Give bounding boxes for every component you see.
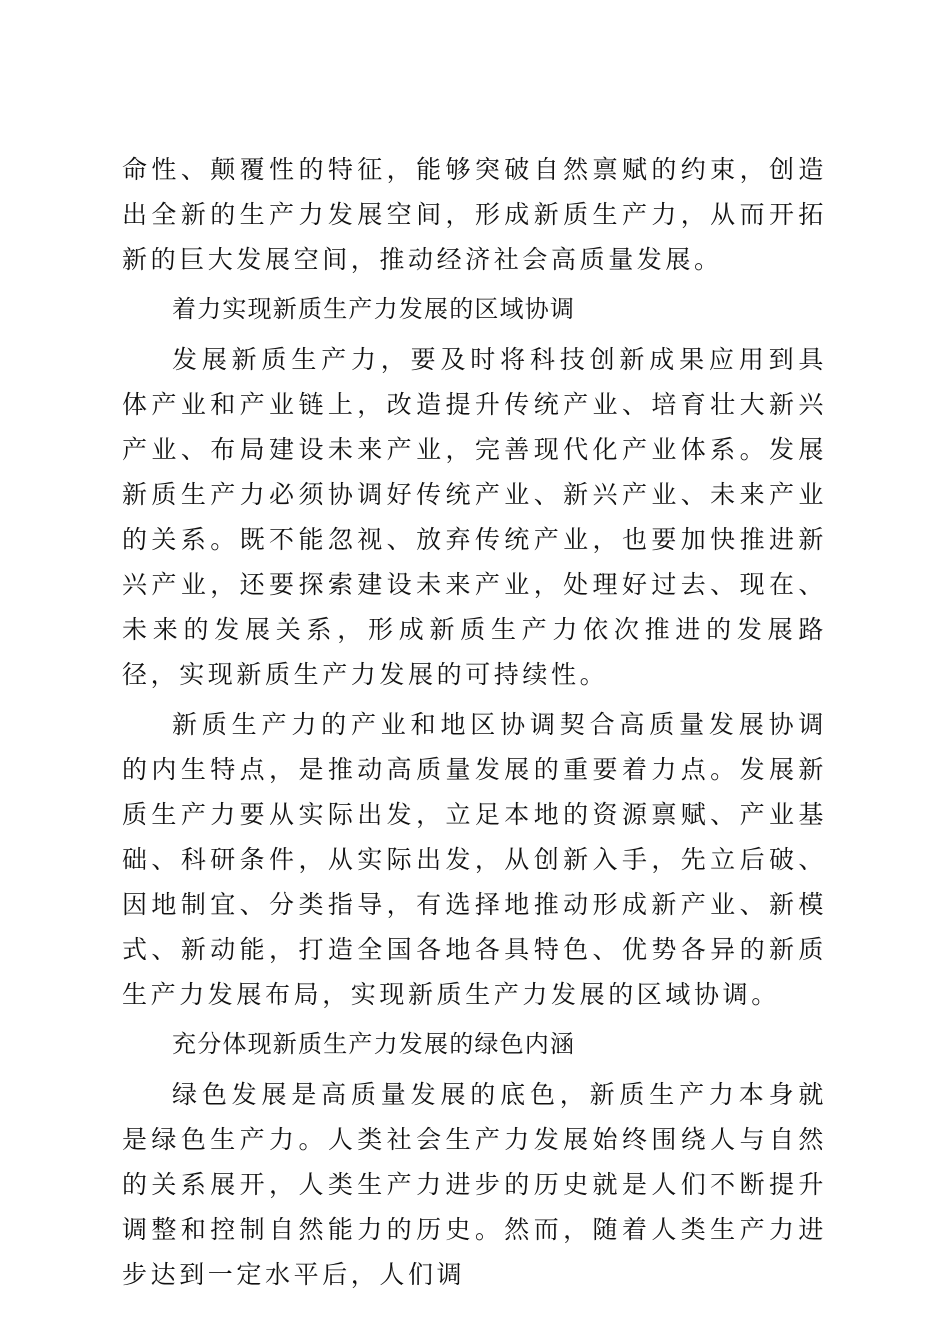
paragraph-continued: 命性、颠覆性的特征，能够突破自然禀赋的约束，创造出全新的生产力发展空间，形成新质生产力，从而开拓新的巨大发展空间，推动经济社会高质量发展。: [122, 155, 827, 274]
paragraph-green-development: 绿色发展是高质量发展的底色，新质生产力本身就是绿色生产力。人类社会生产力发展始终围绕人与自然的关系展开，人类生产力进步的历史就是人们不断提升调整和控制自然能力的历史。然而，随着人类生产力进步达到一定水平后，人们调: [122, 1080, 827, 1289]
paragraph-regional-coordination: 新质生产力的产业和地区协调契合高质量发展协调的内生特点，是推动高质量发展的重要着力点。发展新质生产力要从实际出发，立足本地的资源禀赋、产业基础、科研条件，从实际出发，从创新入手，先立后破、因地制宜、分类指导，有选择地推动形成新产业、新模式、新动能，打造全国各地各具特色、优势各异的新质生产力发展布局，实现新质生产力发展的区域协调。: [122, 710, 827, 1009]
document-body: [122, 147, 827, 1297]
paragraph-industry-coordination: 发展新质生产力，要及时将科技创新成果应用到具体产业和产业链上，改造提升传统产业、培育壮大新兴产业、布局建设未来产业，完善现代化产业体系。发展新质生产力必须协调好传统产业、新兴产业、未来产业的关系。既不能忽视、放弃传统产业，也要加快推进新兴产业，还要探索建设未来产业，处理好过去、现在、未来的发展关系，形成新质生产力依次推进的发展路径，实现新质生产力发展的可持续性。: [122, 345, 827, 689]
section-heading-green-connotation: 充分体现新质生产力发展的绿色内涵: [172, 1030, 576, 1058]
section-heading-regional-coordination: 着力实现新质生产力发展的区域协调: [172, 295, 576, 323]
